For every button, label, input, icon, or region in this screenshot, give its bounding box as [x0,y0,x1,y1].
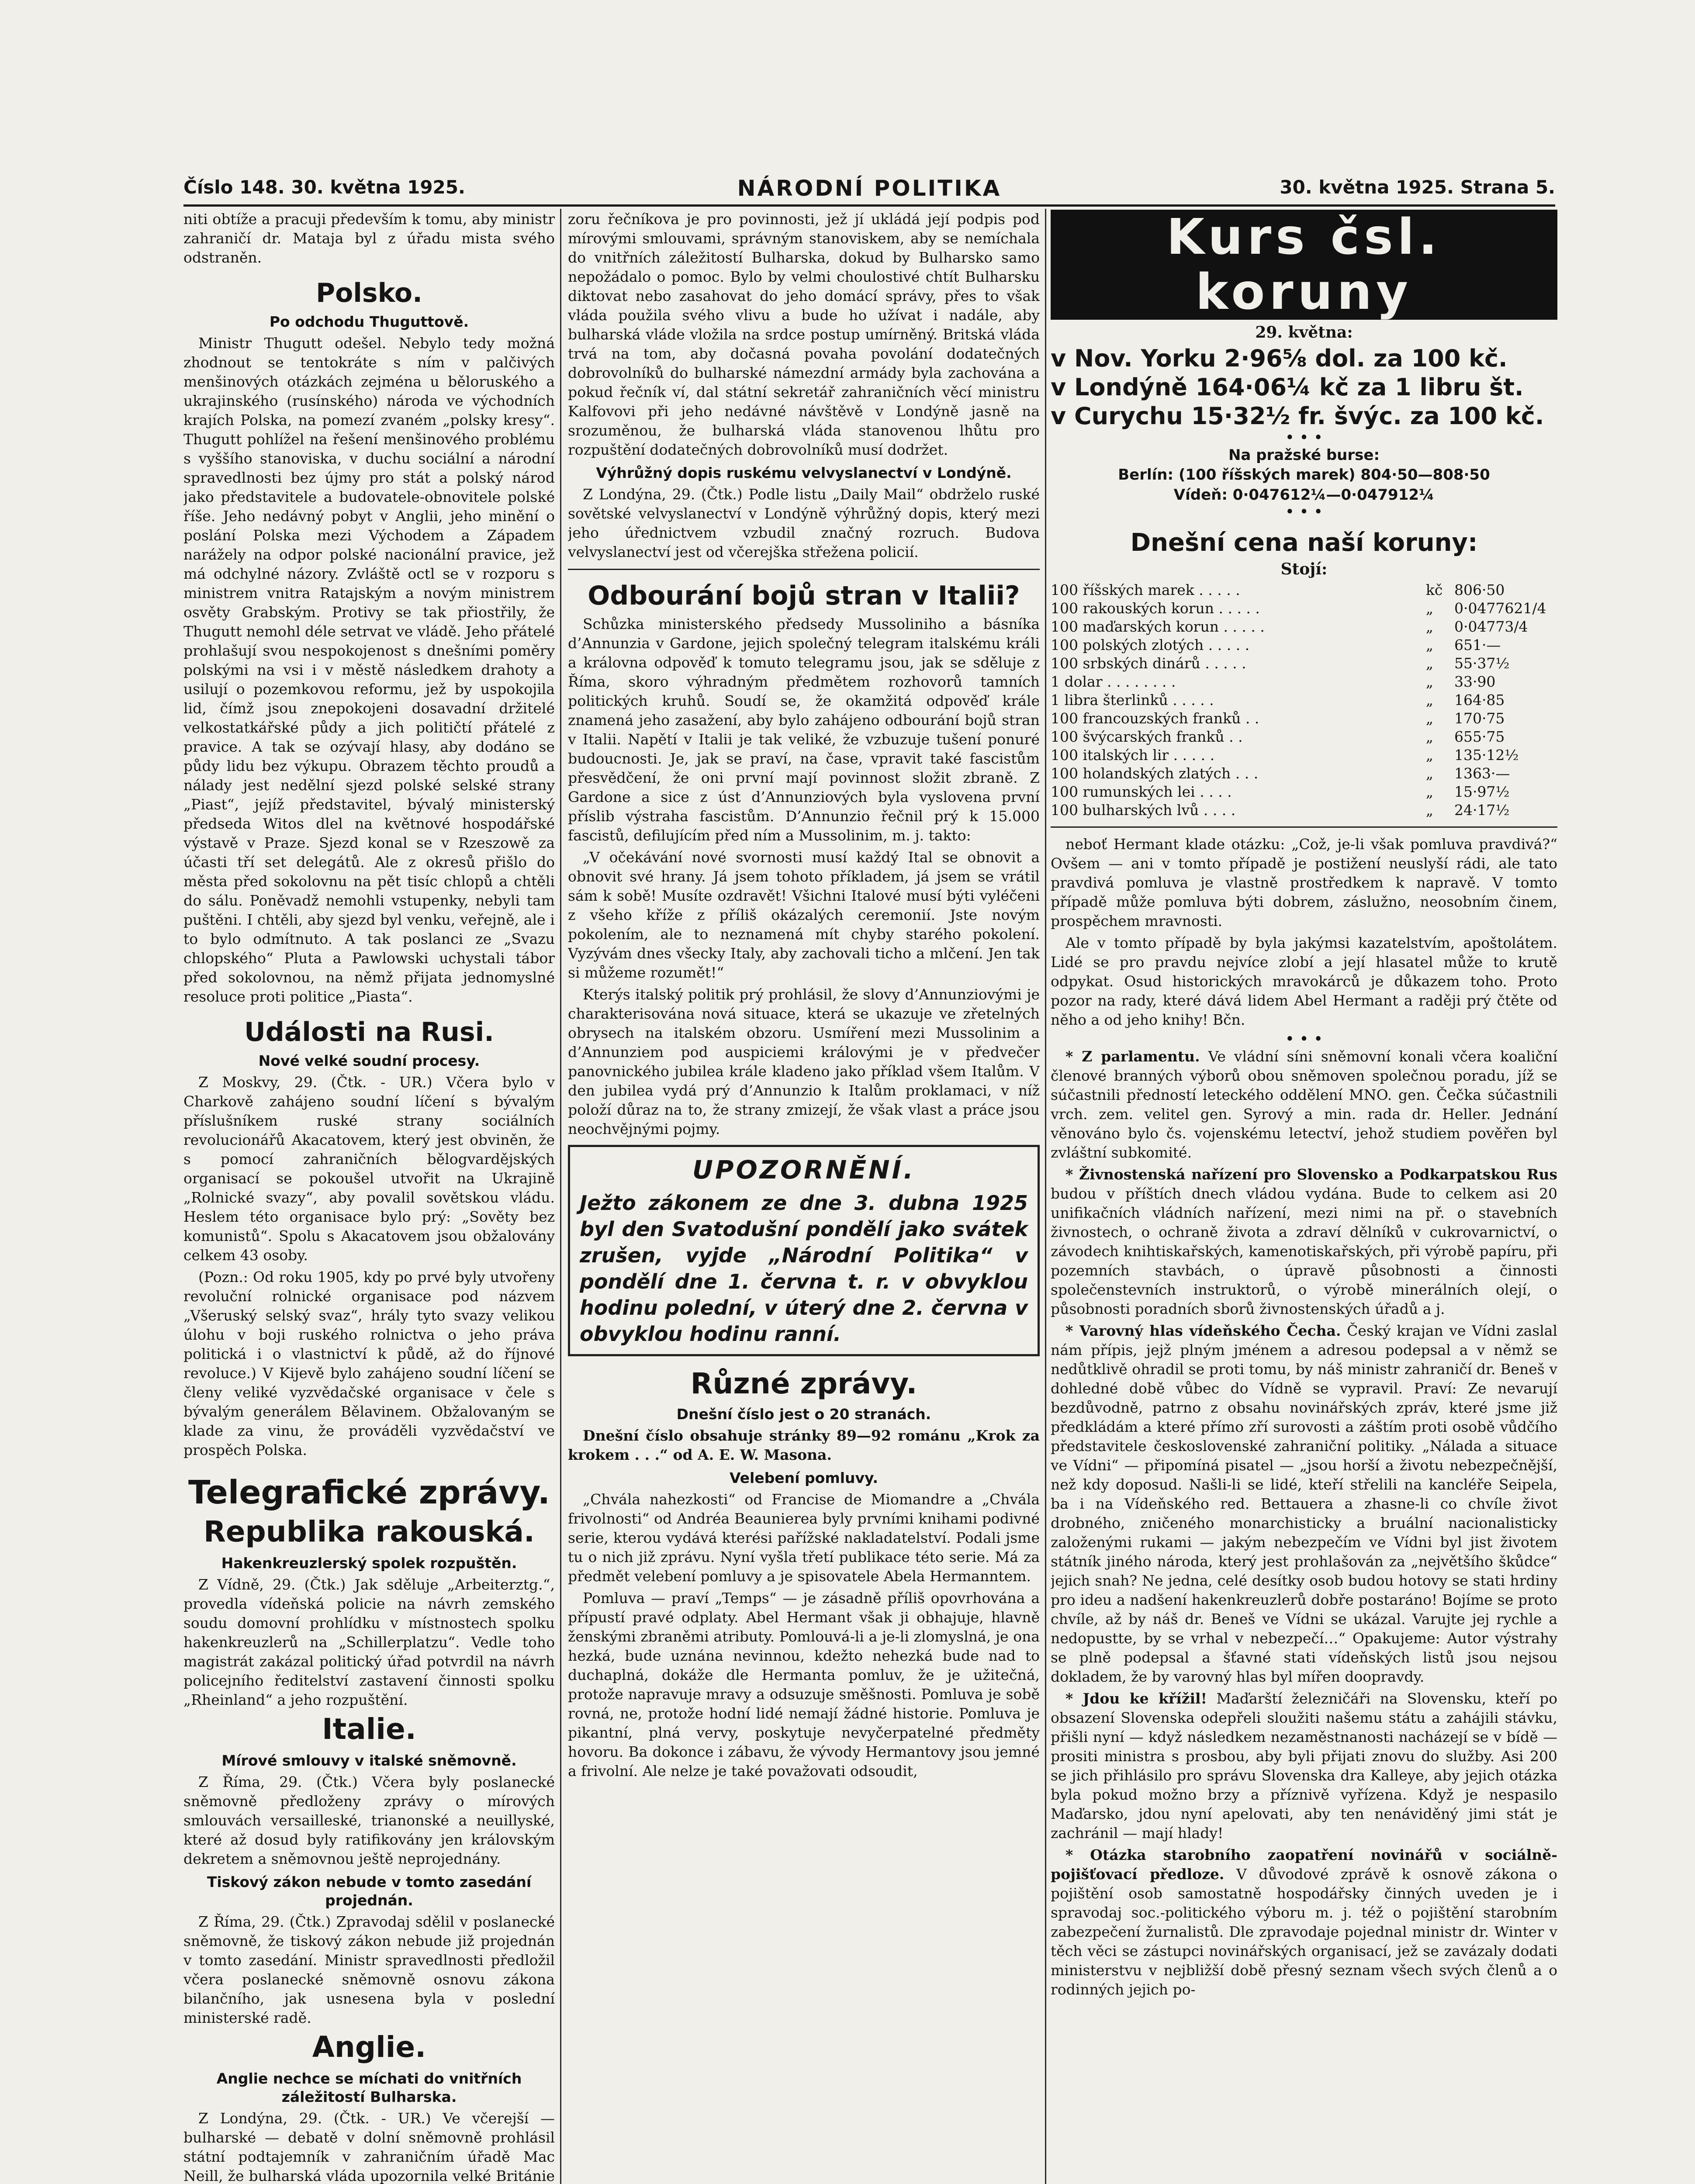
notice-title: UPOZORNĚNÍ. [692,1155,916,1185]
masthead: NÁRODNÍ POLITIKA [737,176,1002,201]
exchange-rate-london: v Londýně 164·06¼ kč za 1 libru št. [1051,373,1524,401]
column-3 [1051,210,1557,2184]
column-1 [183,210,555,2184]
rate-currency: 1 dolar . . . . . . . . [1051,673,1176,690]
article-velebeni-continued: Ale v tomto případě by byla jakýmsi kazatelstvím, apoštolátem. Lidé se pro pravdu nejvíce zlobí a její hlasatel může to krutě odpykat. Osud historických mravokárců je důkazem toho. Proto pozor na rady, které dává lidem Abel Hermant a raději prý čtěte od něho a od jeho knihy! Bčn. [1051,934,1557,1028]
notice-box [568,1145,1040,1356]
rate-currency: 100 polských zlotých . . . . . [1051,636,1250,653]
page-header [183,174,1555,207]
rate-unit: „ [1425,673,1433,690]
subheading-velebeni: Velebení pomluvy. [729,1469,879,1486]
rate-currency: 100 francouzských franků . . [1051,710,1259,727]
burse-vienna: Vídeň: 0·047612¼—0·047912¼ [1173,486,1435,504]
news-item [1051,1845,1557,1999]
article-dopis: Z Londýna, 29. (Čtk.) Podle listu „Daily Mail“ obdrželo ruské sovětské velvyslanectví v Londýně výhrůžný dopis, který mezi jeho úřednictvem vzbudil značný rozruch. Budova velvyslanectví jest od včerejška střežena policií. [568,486,1040,560]
rates-row [1051,673,1557,691]
news-item [1051,1165,1557,1319]
rates-row [1051,764,1557,783]
rates-row [1051,783,1557,801]
rate-unit: „ [1425,691,1433,708]
rate-value: 0·0477621/4 [1454,600,1546,617]
rate-value: 0·04773/4 [1454,618,1528,635]
subheading-italie: Mírové smlouvy v italské sněmovně. [221,1752,517,1769]
rate-unit: kč [1425,581,1443,598]
rates-row [1051,691,1557,709]
article-polsko: Ministr Thugutt odešel. Nebylo tedy možná zhodnout se tentokráte s ním v palčivých menšinových otázkách zejména u běloruského a ukrajinského (rusínského) národa ve východních krajích Polska, na pomezí zvaném „polsky kresy“. Thugutt pohlížel na řešení menšinového problému s vyššího stanoviska, v duchu sociální a národní spravedlnosti bez újmy pro stát a polský národ jako představitele a budovatele-obnovitele polské říše. Jeho nedávný pobyt v Anglii, jeho minění o poslání Polska mezi Východem a Západem narážely na odpor polské nacionální pravice, jež má odchylné názory. Zvláště octl se v rozporu s ministrem vnitra Ratajským a novým ministrem osvěty Grabským. Protivy se tak přiostřily, že Thugutt nemohl déle setrvat ve vládě. Jeho přátelé prohlašují svou nespokojenost s dnešními poměry polskými na vsi i v městě následkem drahoty a usilují o pozemkovou reformu, jež by uspokojila lid, čímž jsou znepokojeni dosavadní držitelé velkostatkářské půdy a jich političtí přátelé z pravice. A tak se ozývají hlasy, aby dodáno se půdy lidu bez výkupu. Obrazem těchto proudů a nálady jest nedělní sjezd polské selské strany „Piast“, jejíž představitel, bývalý ministerský předseda Witos dlel na květnové hospodářské výstavě v Praze. Sjezd konal se v Rzeszowě za účasti tří set delegátů. Ale z okresů přišlo do města před sokolovnu na pět tisíc chlopů a chtěli do sálu. Poněvadž nemohli vstupenky, nebyli tam puštěni. I chtěli, aby sjezd byl venku, veřejně, ale i to bylo odmítnuto. A tak poslanci ze „Svazu chlopského“ Pluta a Pawlowski uchystali tábor před sokolovnou, na němž přijata jednomyslné resoluce proti politice „Piasta“. [183,335,555,1005]
rate-currency: 100 srbských dinárů . . . . . [1051,655,1246,672]
dots-divider: • • • [1285,503,1323,521]
rate-currency: 100 rakouských korun . . . . . [1051,600,1260,617]
article-anglie: Z Londýna, 29. (Čtk. - UR.) Ve včerejší — bulharské — debatě v dolní sněmovně prohlásil státní podtajemník v zahraničním úřadě Mac Neill, že bulharská vláda upozornila velké Británie [183,2110,555,2184]
heading-italie: Italie. [322,1712,416,1746]
news-item [1051,1047,1557,1162]
rate-currency: 100 švýcarských franků . . [1051,728,1243,745]
article-bojy: „V očekávání nové svornosti musí každý Ital se obnovit a obnovit své hrany. Já jsem tohoto příkladem, já jsem se vrátil sám k sobě! Musíte ozdravět! Všichni Italové musí býti vyléčeni z všeho kříže z příliš okázalých ceremonií. Jste novým pokolením, ale to neznamená mít chyby starého pokolení. Vyzývám dnes všecky Italy, aby zachovali ticho a mlčení. Jen tak si můžeme rozumět!“ [568,849,1040,981]
rates-row [1051,599,1557,618]
rate-currency: 100 holandských zlatých . . . [1051,765,1259,782]
article-rus: (Pozn.: Od roku 1905, kdy po prvé byly utvořeny revoluční rolnické organisace pod názvem „Všeruský selský svaz“, hrály tyto svazy velikou úlohu v boji ruského rolnictva o jeho práva politická i o vlastnictví k půdě, až do říjnové revoluce.) V Kijevě bylo zahájeno soudní líčení se členy veliké vyzvědačské organisace v čele s bývalým generálem Bělavinem. Obžalovaným se klade za vinu, že prováděli vyzvědačství ve prospěch Polska. [183,1268,555,1458]
subheading-polsko: Po odchodu Thuguttově. [269,313,469,330]
rate-unit: „ [1425,746,1433,764]
rates-row [1051,636,1557,654]
rate-value: 806·50 [1454,581,1505,598]
rate-value: 55·37½ [1454,655,1510,672]
heading-rus: Události na Rusi. [244,1017,494,1047]
article-intro: niti obtíže a pracuji především k tomu, aby ministr zahraničí dr. Mataja byl z úřadu mista svého odstraněn. [183,211,555,266]
heading-telegraficke: Telegrafické zprávy. [188,1474,550,1511]
rate-value: 170·75 [1454,710,1505,727]
article-rus: Z Moskvy, 29. (Čtk. - UR.) Včera bylo v Charkově zahájeno soudní líčení s bývalým příslušníkem ruské strany sociálních revolucionářů Akacatovem, který jest obviněn, že s pomocí zahraničních bělogvardějských organisací se pokoušel utvořit na Ukrajině „Rolnické svazy“, aby povalil sovětskou vládu. Heslem této organisace bylo prý: „Sověty bez komunistů“. Spolu s Akacatovem jsou obžalovány celkem 43 osoby. [183,1074,555,1264]
rate-currency: 100 rumunských lei . . . . [1051,783,1232,800]
article-velebeni: „Chvála nahezkosti“ od Francise de Miomandre a „Chvála frivolnosti“ od Andréa Beaunierea byly prvními knihami podivné serie, kterou vydává kterési pařížské nakladatelství. Podali jsme tu o nich již zprávu. Nyní vyšla třetí publikace této serie. Má za předmět velebení pomluvy a je spisovatele Abela Hermanntem. [568,1491,1040,1585]
article-italie-2: Z Říma, 29. (Čtk.) Zpravodaj sdělil v poslanecké sněmovně, že tiskový zákon nebude již projednán v tomto zasedání. Ministr spravedlnosti předložil včera poslanecké sněmovně osnovu zákona bilančního, jak usnesena byla v poslední ministerské radě. [183,1913,555,2026]
rate-currency: 100 italských lir . . . . . [1051,746,1215,764]
subheading-dopis: Výhrůžný dopis ruskému velvyslanectví v Londýně. [596,464,1012,481]
rates-row [1051,654,1557,673]
subheading-rakousko: Hakenkreuzlerský spolek rozpuštěn. [221,1555,517,1572]
header-page: 30. května 1925. Strana 5. [1280,176,1555,198]
article-bojy: Kterýs italský politik prý prohlásil, že slovy d’Annunziovými je charakterisována nová situace, která se ukazuje ve zřetelných obrysech na italském obzoru. Usmíření mezi Mussolinim a d’Annunziem pod auspiciemi královými je v předvečer panovnického jubilea krále kladeno jako příklad všem Italům. V den jubilea vydá prý d’Annunzio k Italům proklamaci, v níž položí důraz na to, že strany zmizejí, že však vlast a práce jsou neochvějnými pojmy. [568,986,1040,1137]
subheading-italie-2: Tiskový zákon nebude v tomto zasedání projednán. [207,1873,532,1909]
exchange-rate-ny: v Nov. Yorku 2·96⅝ dol. za 100 kč. [1051,345,1508,372]
burse-title: Na pražské burse: [1228,446,1380,464]
rate-value: 164·85 [1454,691,1505,708]
news-item-title: * Z parlamentu. [1065,1048,1200,1065]
rate-unit: „ [1425,636,1433,653]
rate-unit: „ [1425,765,1433,782]
rates-row [1051,801,1557,819]
rates-row [1051,728,1557,746]
article-italie: Z Říma, 29. (Čtk.) Včera byly poslanecké sněmovně předloženy zprávy o mírových smlouvách versailleské, trianonské a neuillyské, které až dosud byly ratifikovány jen královským dekretem a sněmovnou ještě neprojednány. [183,1773,555,1867]
rate-currency: 100 bulharských lvů . . . . [1051,802,1236,819]
news-item-body: Český krajan ve Vídni zaslal nám přípis, jejž plným jménem a adresou podepsal a v němž se nedůtklivě ohradil se proti tomu, by náš ministr zahraničí dr. Beneš v dohledné době vůbec do Vídně se vypravil. Praví: Ze nevarují bezdůvodně, patrno z obsahu novinářských zpráv, které jsme již předkládám a které přímo zří surovosti a záštím proti osobě vůdčího představitele československé zahraniční politiky. „Nálada a situace ve Vídni“ — připomíná pisatel — „jsou horší a životu nebezpečnější, než kdy doposud. Našli-li se lidé, kteří střelili na kancléře Seipela, ba i na Vídeňského red. Bettauera a zhasne-li co chvíle život drobného, zničeného monarchisticky a bruální nacionalisticky založenými rukami — jakým nebezpečím ve Vídni byl jist životem státník jiného národa, který jest prohlašován za „největšího škůdce“ jejich snah? Ne jedna, celé desítky osob budou hotovy se stati hrdiny pro ideu a nadšení hakenkreuzlerů dobře postaráno! Bojíme se proto chvíle, až by náš dr. Beneš ve Vídni se ukázal. Varujte jej rychle a nedopustte, by se vrhal v nebezpečí…“ Opakujeme: Autor výstrahy se plně podepsal a šťavné stati vídeňských listů jsou nejsou dokladem, že by varovný hlas byl mířen doopravdy. [1051,1322,1557,1685]
exchange-rate-zurich: v Curychu 15·32½ fr. švýc. za 100 kč. [1051,402,1544,430]
article-continued: zoru řečníkova je pro povinnosti, jež jí ukládá její podpis pod mírovými smlouvami, správným stanoviskem, aby se nemíchala do vnitřních záležitostí Bulharska, dokud by Bulharsko samo nepožádalo o pomoc. Bylo by velmi choulostivé chtít Bulharsku diktovat nebo zasahovat do jeho domácí správy, přes to však vláda použila svého vlivu a bude ho užívat i nadále, aby bulharská vláde vložila na srdce postup umírněný. Britská vláda trvá na tom, aby dočasná povaha povolání dodatečných dobrovolníků do bulharské námezdní armády byla zachována a pokud řečník ví, dal státní sekretář zahraničních věcí ministru Kalfovovi při jeho nedávné návštěvě v Londýně jasně na srozuměnou, že bulharská vláda stanovenou lhůtu pro rozpuštění dodatečných dobrovolníků musí dodržet. [568,211,1040,458]
rate-value: 1363·— [1454,765,1510,782]
rate-unit: „ [1425,728,1433,745]
news-item-body: V důvodové zprávě k osnově zákona o pojištění osob samostatně hospodářsky činných uveden je i spravodaj soc.-politického výboru m. j. též o pojištění starobním zabezpečení žurnalistů. Dle zpravodaje pojednal ministr dr. Winter v těch věci se zástupci novinářských organisací, jež se zavázaly dodati ministerstvu v nejbližší době přesný seznam všech svých členů a o rodinných jejich po- [1051,1866,1557,1998]
article-dnes: Dnešní číslo obsahuje stránky 89—92 románu „Krok za krokem . . .“ od A. E. W. Masona. [568,1427,1040,1463]
burse-berlin: Berlín: (100 říšských marek) 804·50—808·50 [1118,466,1490,484]
news-item-title: * Živnostenská nařízení pro Slovensko a Podkarpatskou Rus [1065,1166,1557,1183]
exchange-date: 29. května: [1255,323,1353,342]
rate-currency: 100 říšských marek . . . . . [1051,581,1240,598]
subheading-rus: Nové velké soudní procesy. [258,1052,480,1069]
header-issue: Číslo 148. 30. května 1925. [183,176,465,198]
rate-value: 24·17½ [1454,802,1510,819]
heading-ruzne: Různé zprávy. [690,1367,917,1400]
rate-currency: 100 maďarských korun . . . . . [1051,618,1265,635]
heading-rakousko: Republika rakouská. [203,1515,535,1548]
notice-text: Ježto zákonem ze dne 3. dubna 1925 byl den Svatodušní pondělí jako svátek zrušen, vyjde „Národní Politika“ v pondělí dne 1. června t. r. v obvyklou hodinu polední, v úterý dne 2. června v obvyklou hodinu ranní. [580,1191,1028,1346]
news-item-body: Ve vládní síni sněmovní konali včera koaliční členové branných výborů obou sněmoven společnou poradu, jíž se súčastnili předností leteckého oddělení MNO. gen. Čečka súčastnili vrch. zem. velitel gen. Syrový a min. rada dr. Heller. Jednání věnováno bylo čs. vojenskému letectví, jehož studiem pověřen byl zvláštní subkomité. [1051,1048,1557,1161]
rates-row [1051,618,1557,636]
rates-row [1051,709,1557,728]
rate-value: 15·97½ [1454,783,1510,800]
article-velebeni: Pomluva — praví „Temps“ — je zásadně příliš opovrhována a přípustí pravé odplaty. Abel Hermant však ji obhajuje, hlavně ženskými zbraněmi atributy. Pomlouvá-li a je-li zlomyslná, je ona hezká, bude uznána nevinnou, kdežto nehezká bude nad to duchaplná, dokáže dle Hermanta pomluv, že je užitečná, protože napravuje mravy a odsuzuje směšnosti. Pomluva je sobě rovná, ne, protože hodní lidé nemají žádné historie. Pomluva je pikantní, plná vervy, poskytuje nevyčerpatelné předměty hovoru. Ba dokonce i zábavu, že vývody Hermantovy jsou jemné a frivolní. Ale nelze je také považovati odsoudit, [568,1590,1040,1780]
heading-anglie: Anglie. [312,2030,426,2064]
rates-row [1051,746,1557,764]
dots-divider: • • • [1285,1030,1323,1048]
rate-unit: „ [1425,710,1433,727]
column-rule [1045,209,1046,2184]
news-item-title: * Jdou ke křížil! [1065,1690,1207,1707]
article-rakousko: Z Vídně, 29. (Čtk.) Jak sděluje „Arbeiterztg.“, provedla vídeňská policie na návrh zemského soudu domovní prohlídku v místnostech spolku hakenkreuzlerů na „Schillerplatzu“. Vedle toho magistrát zakázal politický úřad potvrdil na návrh policejního ředitelství zastavení činnosti spolku „Rheinland“ a jeho rozpuštění. [183,1576,555,1708]
news-item-title: * Otázka starobního zaopatření novinářů v sociálně-pojišťovací předloze. [1051,1846,1557,1883]
exchange-title: Kurs čsl. koruny [1051,210,1557,320]
news-item-title: * Varovný hlas vídeňského Čecha. [1065,1322,1341,1339]
heading-bojy: Odbourání bojů stran v Italii? [588,581,1020,611]
rate-unit: „ [1425,802,1433,819]
rate-unit: „ [1425,618,1433,635]
rate-unit: „ [1425,600,1433,617]
separator [1051,826,1557,828]
column-rule [560,209,561,2184]
subheading-dnes: Dnešní číslo jest o 20 stranách. [676,1406,931,1423]
article-bojy: Schůzka ministerského předsedy Mussoliniho a básníka d’Annunzia v Gardone, jejich společný telegram italskému králi a královna odpověď k tomuto telegramu jsou, jak se sděluje z Říma, skoro výhradným předmětem rozhovorů tamních politických kruhů. Soudí se, že okamžitá odpověď krále znamená jeho zasažení, aby bylo zahájeno odbourání bojů stran v Italii. Napětí v Italii je tak veliké, že vzbuzuje tušení ponuré budoucnosti. Je, jak se praví, na čase, vpravit také fascistům přesvědčení, že oni první mají povinnost složit zbraně. Z Gardone a sice z úst d’Annunziových byla vyslovena první příslib výstraha fascistům. D’Annunzio řečnil prý k 15.000 fascistů, defilujícím před ním a Mussolinim, m. j. takto: [568,615,1040,844]
news-item-body: Maďarští železničáři na Slovensku, kteří po obsazení Slovenska odepřeli sloužiti našemu státu a zahájili stávku, přišli nyní — když následkem nezaměstnanosti nacházejí se v bídě — prositi ministra s prosbou, aby byli přijati znovu do služby. Asi 200 se jich přihlásilo pro správu Slovenska dra Kalleye, aby jejich otázka byla pokud možno brzy a příznivě vyřízena. Když je nespasilo Maďarsko, jdou nyní apelovati, aby ten nenáviděný jimi stát je zachránil — mají hlady! [1051,1690,1557,1842]
rates-row [1051,581,1557,599]
article-velebeni-continued: neboť Hermant klade otázku: „Což, je-li však pomluva pravdivá?“ Ovšem — ani v tomto případě je postižení neuslyší rádi, ale tato pravdivá pomluva je vlastně prostředkem k napravě. V tomto případě může pomluva býti dobrem, záslužno, neosobním činem, prospěchem mravnosti. [1051,836,1557,930]
rate-currency: 1 libra šterlinků . . . . . [1051,691,1214,708]
rates-subtitle: Stojí: [1280,560,1328,578]
rate-value: 655·75 [1454,728,1505,745]
news-item-body: budou v příštích dnech vládou vydána. Bude to celkem asi 20 unifikačních vládních nařízení, mezi nimi na př. o stavebních živnostech, o ochraně života a zdraví dělníků v cukrovarnictví, o závodech knihtiskařských, kamenotiskařských, při výrobě papíru, při pozemních stavbách, o úpravě působnosti a činnosti společenstevních instruktorů, o výrobě minerálních olejí, o působnosti poradních sborů živnostenských úřadů a j. [1051,1185,1557,1317]
subheading-anglie: Anglie nechce se míchati do vnitřních záležitostí Bulharska. [216,2070,522,2105]
news-list [1051,1047,1557,1999]
heading-polsko: Polsko. [316,278,422,308]
news-item [1051,1689,1557,1843]
rate-value: 135·12½ [1454,746,1519,764]
rate-value: 33·90 [1454,673,1496,690]
rate-unit: „ [1425,655,1433,672]
dots-divider: • • • [1285,429,1323,447]
separator [568,569,1040,570]
rates-table [1051,581,1557,819]
rate-value: 651·— [1454,636,1501,653]
news-item [1051,1321,1557,1686]
rate-unit: „ [1425,783,1433,800]
rates-title: Dnešní cena naší koruny: [1130,529,1478,557]
column-2 [568,210,1040,2184]
